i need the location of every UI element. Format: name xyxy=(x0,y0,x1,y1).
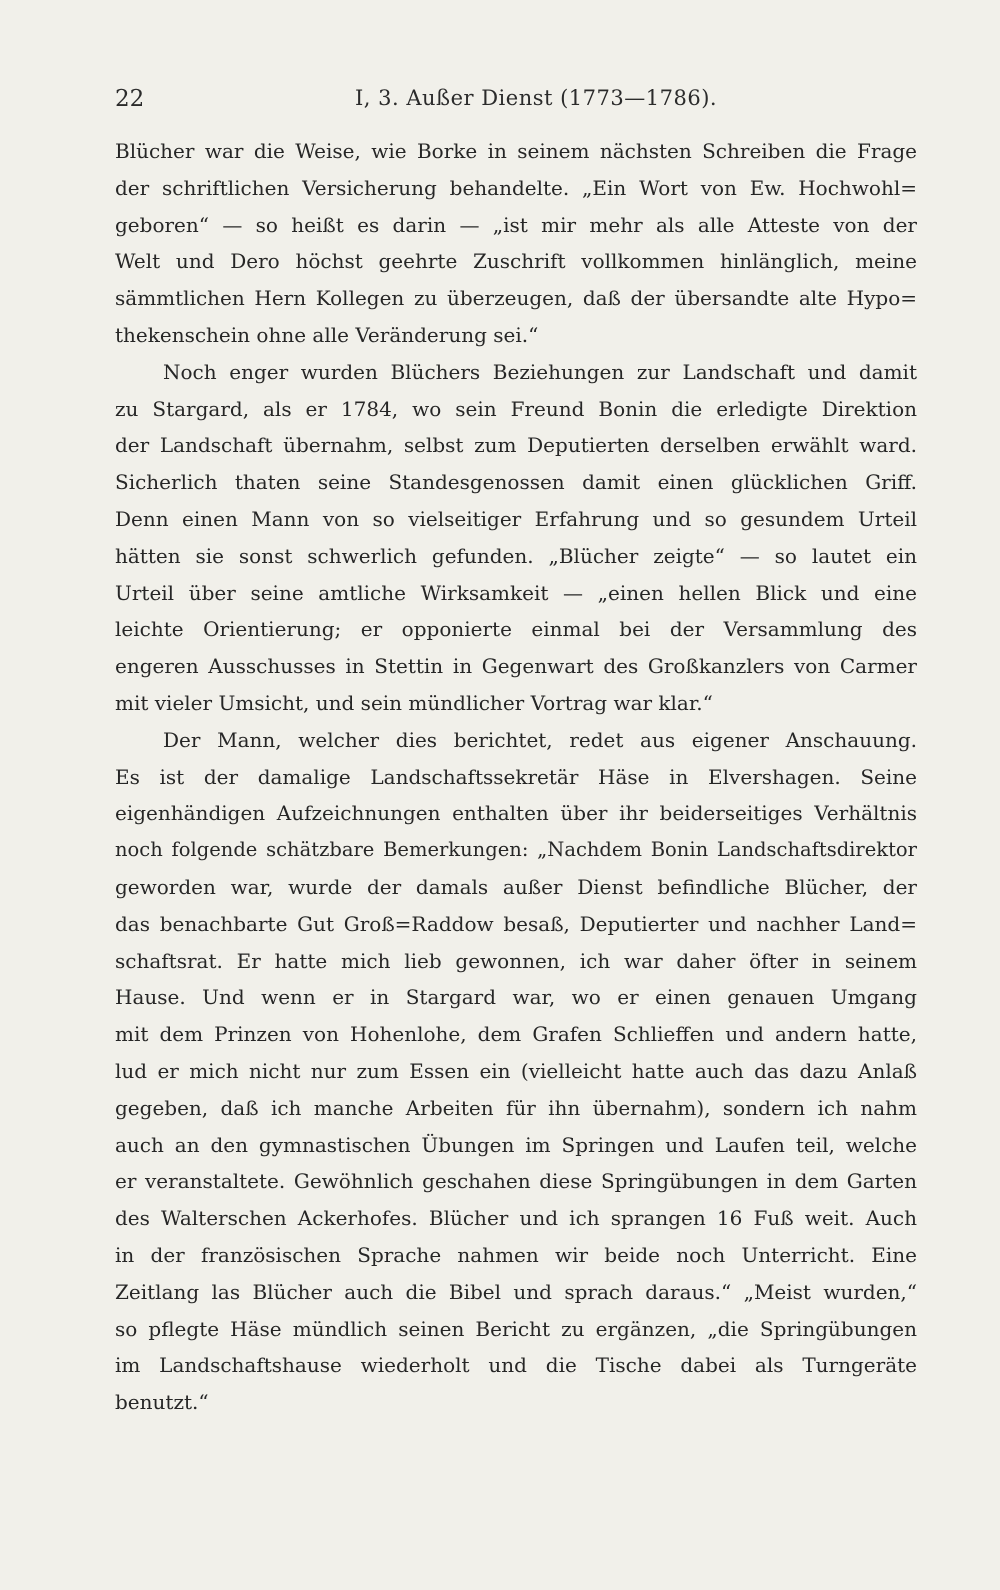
text-line: thekenschein ohne alle Veränderung sei.“ xyxy=(115,322,539,347)
page-number: 22 xyxy=(115,86,145,112)
text-line: sämmtlichen Hern Kollegen zu überzeugen, daß der übersandte alte Hypo= xyxy=(115,286,917,311)
text-line: Urteil über seine amtliche Wirksamkeit — „einen hellen Blick und eine xyxy=(115,580,917,605)
text-line: der schriftlichen Versicherung behandelte. „Ein Wort von Ew. Hochwohl= xyxy=(115,175,917,200)
text-line: hätten sie sonst schwerlich gefunden. „Blücher zeigte“ — so lautet ein xyxy=(115,543,917,568)
text-line: noch folgende schätzbare Bemerkungen: „Nachdem Bonin Landschaftsdirektor xyxy=(115,838,917,862)
text-line: eigenhändigen Aufzeichnungen enthalten über ihr beiderseitiges Verhältnis xyxy=(115,801,917,826)
text-line: Es ist der damalige Landschaftssekretär Häse in Elvershagen. Seine xyxy=(115,764,917,789)
text-line: Hause. Und wenn er in Stargard war, wo er einen genauen Umgang xyxy=(115,985,917,1010)
text-line: so pflegte Häse mündlich seinen Bericht zu ergänzen, „die Springübungen xyxy=(115,1316,917,1341)
running-head: I, 3. Außer Dienst (1773—1786). xyxy=(355,86,718,110)
text-line: Der Mann, welcher dies berichtet, redet aus eigener Anschauung. xyxy=(163,727,917,752)
text-line: Blücher war die Weise, wie Borke in seinem nächsten Schreiben die Frage xyxy=(115,139,917,163)
body-text xyxy=(115,133,917,1421)
text-line: das benachbarte Gut Groß=Raddow besaß, Deputierter und nachher Land= xyxy=(115,911,917,936)
text-line: leichte Orientierung; er opponierte einmal bei der Versammlung des xyxy=(115,617,917,642)
text-line: benutzt.“ xyxy=(115,1390,209,1415)
text-line: der Landschaft übernahm, selbst zum Deputierten derselben erwählt ward. xyxy=(115,433,917,458)
text-line: engeren Ausschusses in Stettin in Gegenwart des Großkanzlers von Carmer xyxy=(115,654,917,679)
text-line: Zeitlang las Blücher auch die Bibel und sprach daraus.“ „Meist wurden,“ xyxy=(115,1279,917,1304)
text-line: des Walterschen Ackerhofes. Blücher und ich sprangen 16 Fuß weit. Auch xyxy=(115,1206,917,1231)
text-line: lud er mich nicht nur zum Essen ein (vielleicht hatte auch das dazu Anlaß xyxy=(115,1058,917,1083)
text-line: auch an den gymnastischen Übungen im Springen und Laufen teil, welche xyxy=(115,1132,917,1157)
text-line: gegeben, daß ich manche Arbeiten für ihn übernahm), sondern ich nahm xyxy=(115,1095,917,1120)
page-header xyxy=(115,86,915,126)
text-line: mit dem Prinzen von Hohenlohe, dem Grafen Schlieffen und andern hatte, xyxy=(115,1022,917,1047)
text-line: Sicherlich thaten seine Standesgenossen damit einen glücklichen Griff. xyxy=(115,470,917,495)
text-line: Denn einen Mann von so vielseitiger Erfahrung und so gesundem Urteil xyxy=(115,506,917,531)
text-line: er veranstaltete. Gewöhnlich geschahen diese Springübungen in dem Garten xyxy=(115,1169,917,1194)
text-line: im Landschaftshause wiederholt und die Tische dabei als Turngeräte xyxy=(115,1353,917,1378)
text-line: schaftsrat. Er hatte mich lieb gewonnen, ich war daher öfter in seinem xyxy=(115,948,917,973)
text-line: geworden war, wurde der damals außer Dienst befindliche Blücher, der xyxy=(115,874,917,899)
text-line: zu Stargard, als er 1784, wo sein Freund Bonin die erledigte Direktion xyxy=(115,396,917,421)
text-line: mit vieler Umsicht, und sein mündlicher Vortrag war klar.“ xyxy=(115,690,713,715)
text-line: Welt und Dero höchst geehrte Zuschrift vollkommen hinlänglich, meine xyxy=(115,249,917,274)
text-line: geboren“ — so heißt es darin — „ist mir mehr als alle Atteste von der xyxy=(115,212,917,237)
text-line: in der französischen Sprache nahmen wir beide noch Unterricht. Eine xyxy=(115,1242,917,1267)
text-line: Noch enger wurden Blüchers Beziehungen zur Landschaft und damit xyxy=(163,359,917,384)
